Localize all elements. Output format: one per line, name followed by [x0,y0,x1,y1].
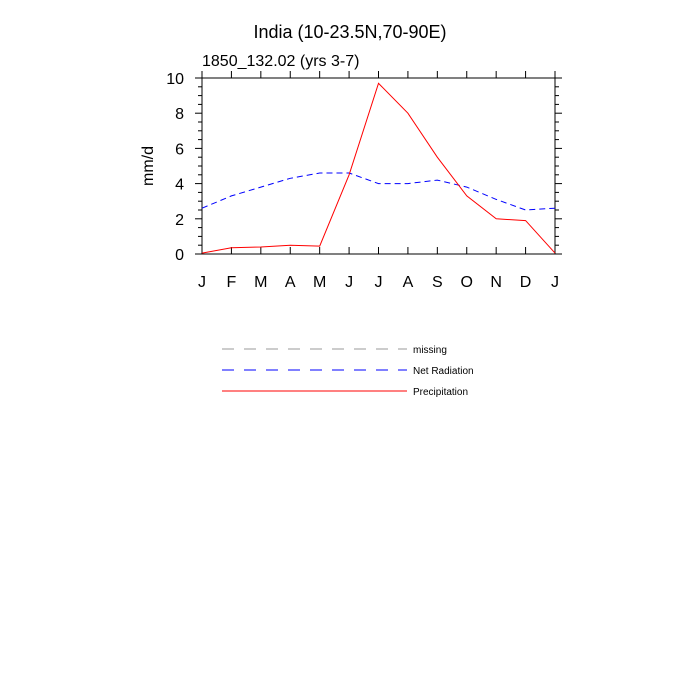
plot-area [166,71,562,291]
x-tick-label: J [374,274,383,291]
x-tick-label: J [198,274,206,291]
legend [222,345,474,398]
legend-label: missing [413,345,447,356]
x-tick-label: J [551,274,559,291]
x-tick-label: O [460,274,473,291]
y-tick-label: 4 [175,176,184,194]
plot-frame [202,78,555,254]
x-tick-label: A [402,274,414,291]
y-tick-label: 10 [166,71,184,88]
x-tick-label: M [313,274,327,291]
y-tick-label: 8 [175,106,184,124]
series-line-precipitation [202,83,555,253]
x-tick-label: F [226,274,237,291]
y-tick-label: 2 [175,211,184,229]
x-tick-label: A [284,274,296,291]
legend-label: Precipitation [413,387,469,398]
x-tick-label: N [490,274,502,291]
x-tick-label: S [431,274,443,291]
y-tick-label: 0 [175,247,184,264]
x-tick-label: M [254,274,268,291]
chart-subtitle: 1850_132.02 (yrs 3-7) [202,53,360,70]
x-tick-label: J [345,274,354,291]
y-axis-label: mm/d [140,146,157,186]
x-tick-label: D [519,274,532,291]
chart-title: India (10-23.5N,70-90E) [253,22,447,42]
y-tick-label: 6 [175,141,184,159]
legend-label: Net Radiation [413,366,474,377]
series-line-net-radiation [202,173,555,210]
